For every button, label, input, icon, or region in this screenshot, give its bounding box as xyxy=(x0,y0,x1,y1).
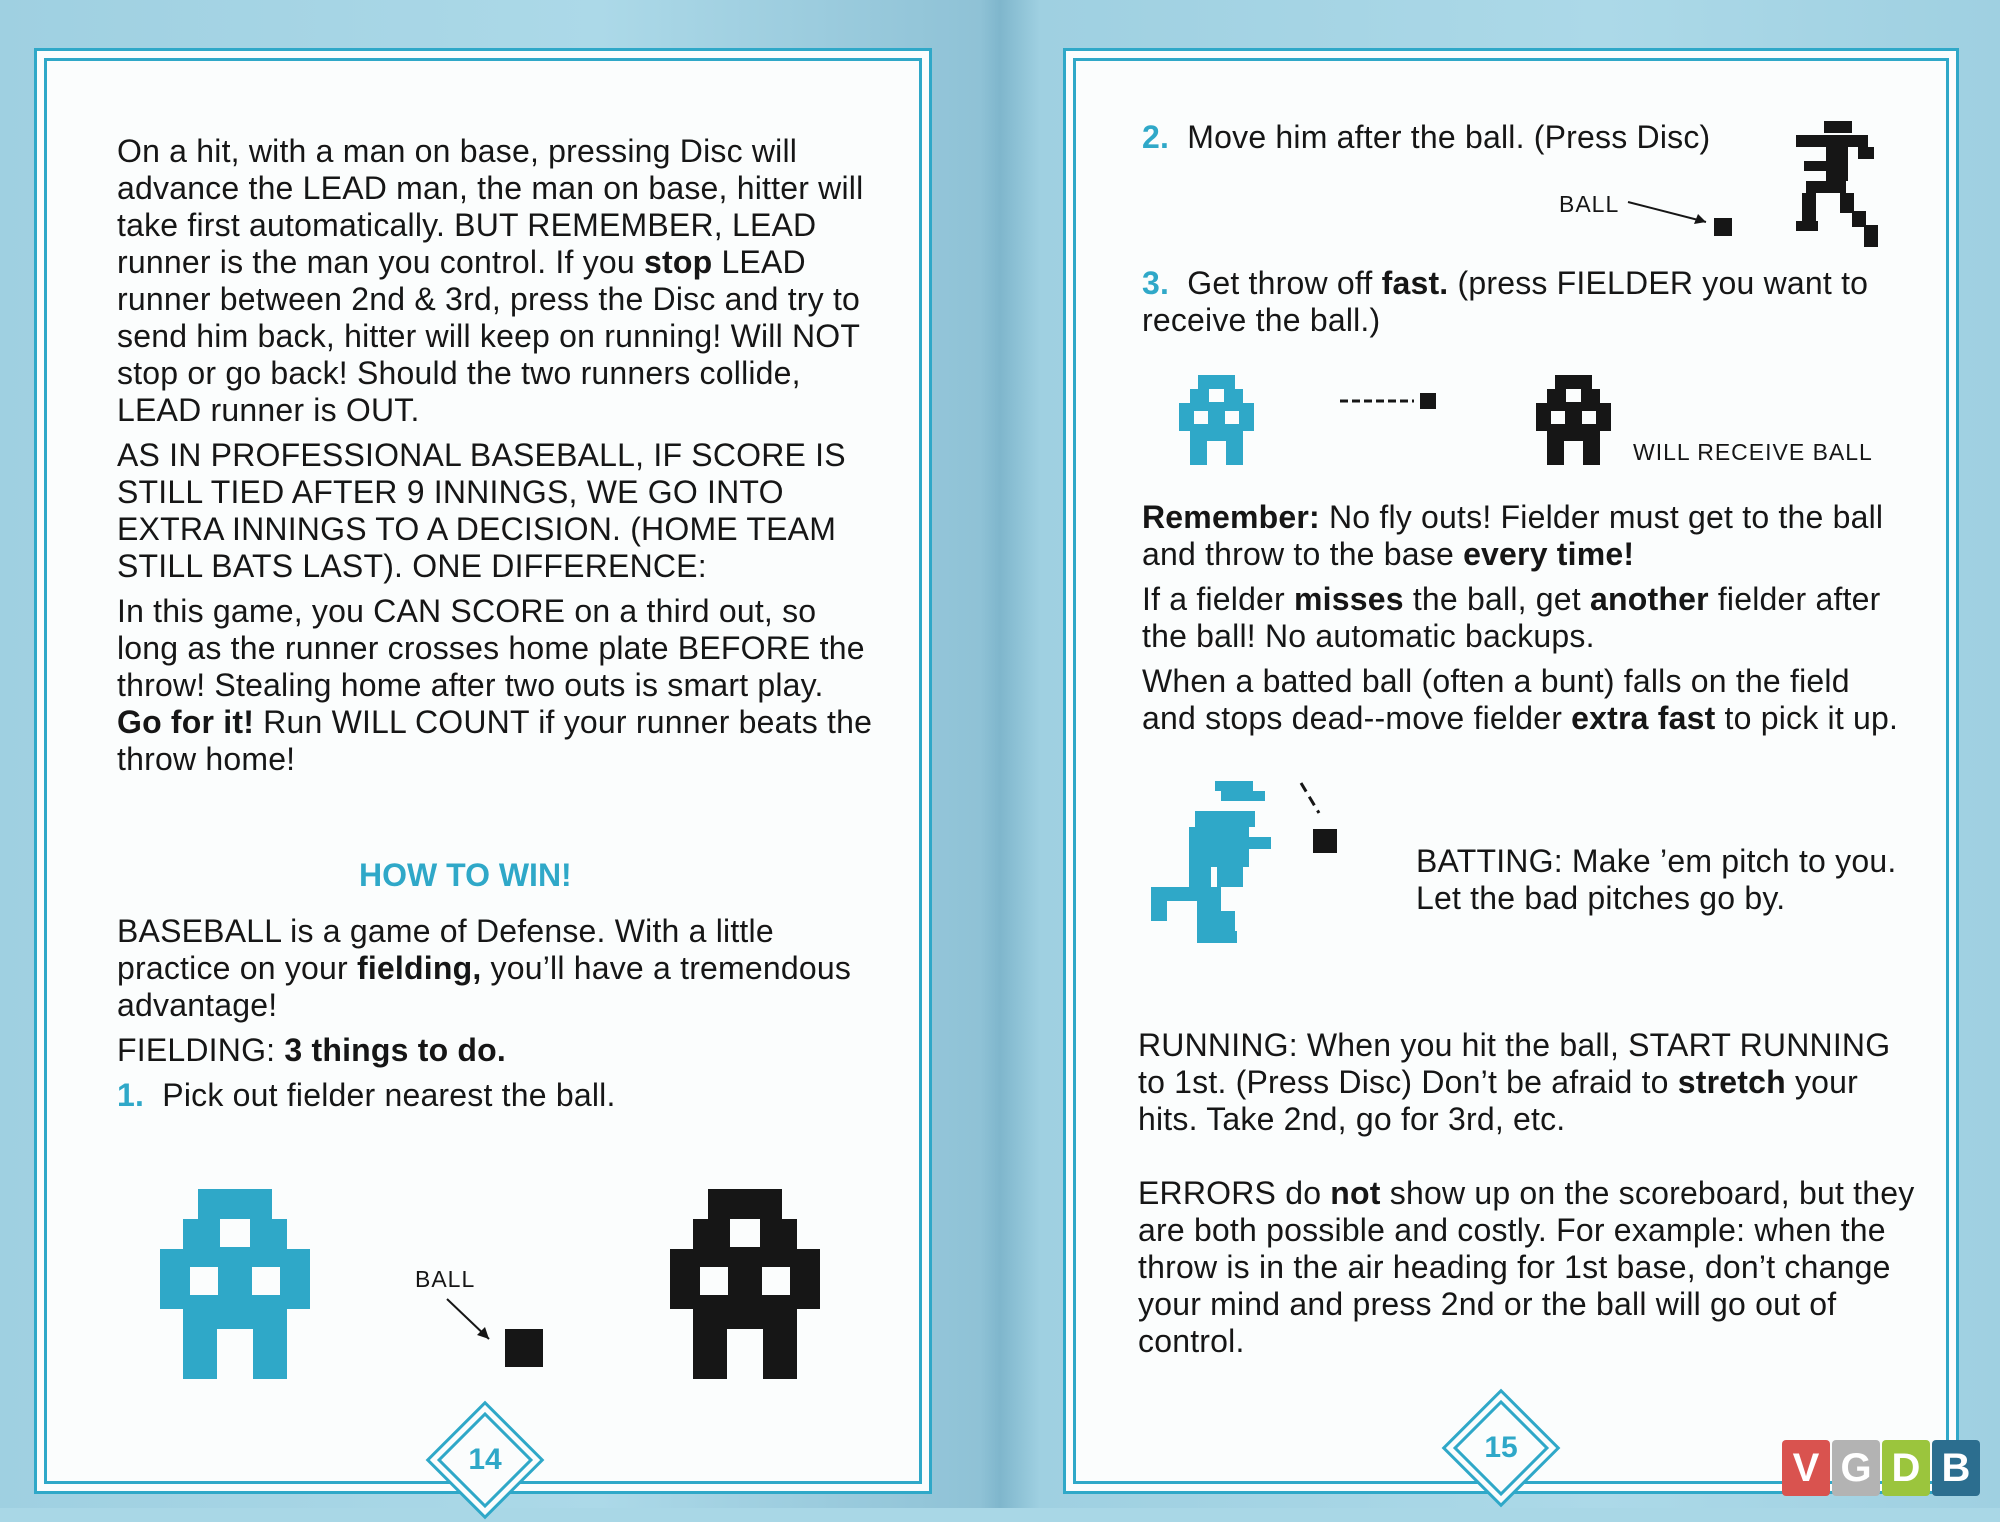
paragraph-third-out: In this game, you CAN SCORE on a third out, so long as the runner crosses home plate BEFORE the throw! Stealing home after two outs is smart play. Go for it! Run WILL COUNT if your runner beats the throw home! xyxy=(117,593,873,777)
step-2: 2. Move him after the ball. (Press Disc) xyxy=(1142,119,1711,155)
logo-letter-d: D xyxy=(1882,1440,1930,1496)
page-number-14: 14 xyxy=(437,1412,533,1508)
errors-paragraph: ERRORS do not show up on the scoreboard, but they are both possible and costly. For example: when the throw is in the air heading for 1st base, don’t change your mind and press 2nd or the ball will go out of control. xyxy=(1138,1175,1915,1359)
page-14 xyxy=(44,58,922,1484)
left-text-block-2 xyxy=(117,913,877,1122)
black-fielder-icon xyxy=(670,1189,820,1379)
fielding-line: FIELDING: 3 things to do. xyxy=(117,1032,507,1068)
paragraph-bunt: When a batted ball (often a bunt) falls on the field and stops dead--move fielder extra fast to pick it up. xyxy=(1142,663,1899,736)
paragraph-misses: If a fielder misses the ball, get another fielder after the ball! No automatic backups. xyxy=(1142,581,1881,654)
ball-arrow-right-icon xyxy=(1628,196,1738,246)
logo-letter-v: V xyxy=(1782,1440,1830,1496)
running-paragraph: RUNNING: When you hit the ball, START RUNNING to 1st. (Press Disc) Don’t be afraid to stretch your hits. Take 2nd, go for 3rd, etc. xyxy=(1138,1027,1891,1137)
paragraph-remember: Remember: No fly outs! Fielder must get to the ball and throw to the base every time! xyxy=(1142,499,1884,572)
ball-arrow-left-icon xyxy=(447,1299,547,1379)
page-number-15: 15 xyxy=(1453,1400,1549,1496)
right-text-block xyxy=(1142,499,1912,745)
batting-paragraph: BATTING: Make ’em pitch to you. Let the bad pitches go by. xyxy=(1416,843,1897,916)
ball-label-right: BALL xyxy=(1559,191,1620,217)
batter-icon xyxy=(1151,781,1351,951)
left-text-block xyxy=(117,133,877,786)
logo-letter-b: B xyxy=(1932,1440,1980,1496)
step-3: 3. Get throw off fast. (press FIELDER you want to receive the ball.) xyxy=(1142,265,1869,338)
paragraph-defense: BASEBALL is a game of Defense. With a little practice on your fielding, you’ll have a tremendous advantage! xyxy=(117,913,852,1023)
paragraph-extra-innings: AS IN PROFESSIONAL BASEBALL, IF SCORE IS STILL TIED AFTER 9 INNINGS, WE GO INTO EXTRA INNINGS TO A DECISION. (HOME TEAM STILL BATS LAST). ONE DIFFERENCE: xyxy=(117,437,846,584)
vgdb-watermark-logo xyxy=(1780,1440,1980,1496)
black-receiver-icon xyxy=(1536,375,1611,465)
blue-thrower-icon xyxy=(1179,375,1254,465)
paragraph-lead-runner: On a hit, with a man on base, pressing Disc will advance the LEAD man, the man on base, hitter will take first automatically. BUT REMEMBER, LEAD runner is the man you control. If you stop LEAD runner between 2nd & 3rd, press the Disc and try to send him back, hitter will keep on running! Will NOT stop or go back! Should the two runners collide, LEAD runner is OUT. xyxy=(117,133,864,428)
running-fielder-icon xyxy=(1796,121,1896,251)
ball-label-left: BALL xyxy=(415,1266,476,1292)
blue-fielder-icon xyxy=(160,1189,310,1379)
will-receive-label: WILL RECEIVE BALL xyxy=(1633,439,1873,465)
how-to-win-heading: HOW TO WIN! xyxy=(359,857,572,893)
step-1: 1. Pick out fielder nearest the ball. xyxy=(117,1077,616,1113)
page-15 xyxy=(1073,58,1949,1484)
logo-letter-g: G xyxy=(1832,1440,1880,1496)
thrown-ball-icon xyxy=(1340,391,1440,411)
